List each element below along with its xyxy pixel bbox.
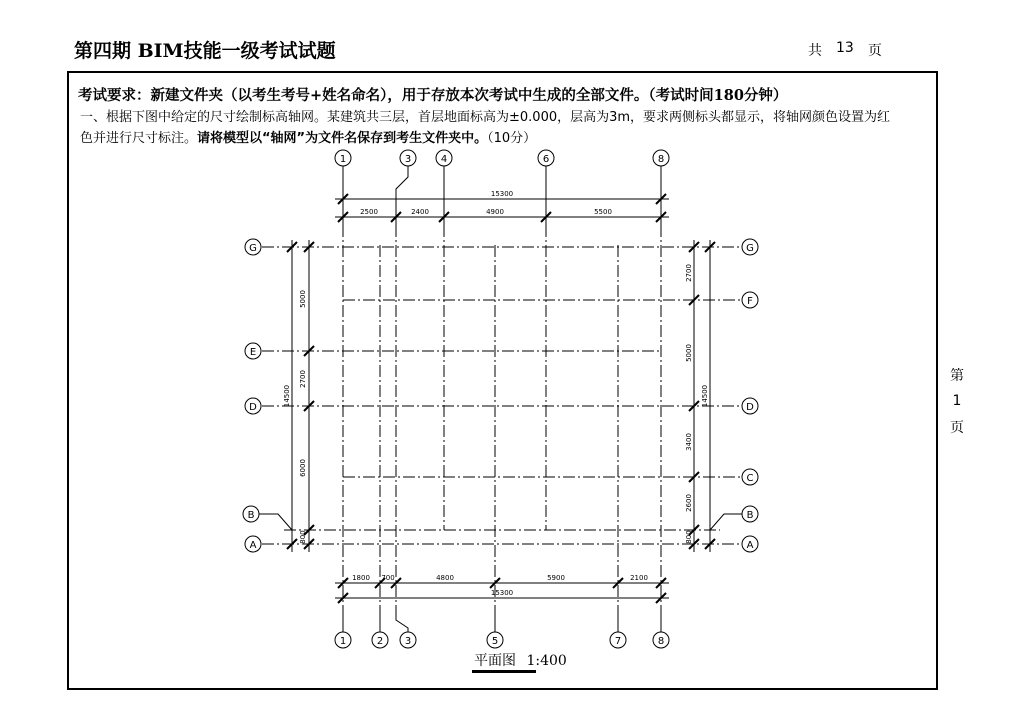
dim-bottom-total: 15300 (490, 589, 514, 597)
horizontal-grid-lines (262, 247, 742, 544)
axis-label-bottom-2: 2 (376, 636, 384, 647)
axis-label-left-E: E (249, 347, 257, 358)
dim-left-2: 2700 (299, 370, 307, 388)
axis-label-right-F: F (747, 296, 753, 307)
axis-label-bottom-8: 8 (657, 636, 665, 647)
dim-right-1: 2700 (685, 264, 693, 282)
axis-label-right-D: D (746, 402, 754, 413)
exam-requirements: 考试要求：新建文件夹（以考生考号+姓名命名），用于存放本次考试中生成的全部文件。（考试时间180分钟） (78, 87, 788, 104)
dim-top-1: 2500 (360, 208, 378, 216)
dim-right-2: 5000 (685, 344, 693, 362)
axis-label-top-8: 8 (657, 154, 665, 165)
dim-left-4: 800 (299, 530, 307, 544)
total-pages-number: 13 (836, 40, 854, 56)
question-1-score: （10分） (487, 131, 537, 146)
dim-bottom-4: 5900 (547, 574, 565, 582)
drawing-caption (474, 650, 567, 670)
axis-label-bottom-5: 5 (491, 636, 499, 647)
total-pages-suffix: 页 (867, 43, 882, 59)
dim-bottom-2: 700 (381, 574, 395, 582)
dim-bottom-3: 4800 (436, 574, 454, 582)
dim-left-1: 5000 (299, 290, 307, 308)
axis-label-bottom-7: 7 (614, 636, 622, 647)
axis-label-right-C: C (746, 473, 754, 484)
question-1-text: 一、根据下图中给定的尺寸绘制标高轴网。某建筑共三层，首层地面标高为±0.000，层高为3m，要求两侧标头都显示，将轴网颜色设置为红色并进行尺寸标注。 (80, 110, 891, 146)
dim-top-3: 4900 (486, 208, 504, 216)
dim-right-4: 2600 (685, 494, 693, 512)
axis-label-top-3: 3 (404, 154, 412, 165)
dim-left-3: 6000 (299, 459, 307, 477)
axis-label-right-B: B (746, 510, 754, 521)
exam-title: 第四期 BIM技能一级考试试题 (74, 40, 336, 62)
question-1-save-instruction: 请将模型以“轴网”为文件名保存到考生文件夹中。 (197, 131, 488, 146)
axis-label-top-4: 4 (440, 154, 448, 165)
drawing-caption-title: 平面图 (474, 653, 516, 669)
drawing-caption-scale: 1:400 (526, 653, 567, 669)
dim-left-total: 14500 (283, 384, 291, 408)
dim-top-total: 15300 (490, 190, 514, 198)
dim-bottom-5: 2100 (630, 574, 648, 582)
vertical-grid-lines (343, 225, 661, 608)
axis-label-left-A: A (249, 540, 257, 551)
total-pages-prefix: 共 (808, 43, 822, 59)
caption-underline (472, 670, 536, 673)
current-page-suffix: 页 (950, 420, 964, 436)
axis-label-top-6: 6 (542, 154, 550, 165)
axis-label-bottom-1: 1 (339, 636, 347, 647)
dim-top-2: 2400 (411, 208, 429, 216)
current-page-prefix: 第 (950, 368, 964, 384)
current-page-number: 1 (952, 393, 962, 409)
dim-top-4: 5500 (594, 208, 612, 216)
dim-right-5: 800 (685, 530, 693, 544)
axis-label-left-G: G (249, 243, 257, 254)
axis-label-left-B: B (247, 510, 255, 521)
dim-bottom-1: 1800 (352, 574, 370, 582)
axis-label-right-A: A (746, 540, 754, 551)
axis-label-left-D: D (249, 402, 257, 413)
dim-right-total: 14500 (701, 384, 709, 408)
dim-right-3: 3400 (685, 433, 693, 451)
axis-label-bottom-3: 3 (404, 636, 412, 647)
axis-label-top-1: 1 (339, 154, 347, 165)
axis-label-right-G: G (746, 243, 754, 254)
